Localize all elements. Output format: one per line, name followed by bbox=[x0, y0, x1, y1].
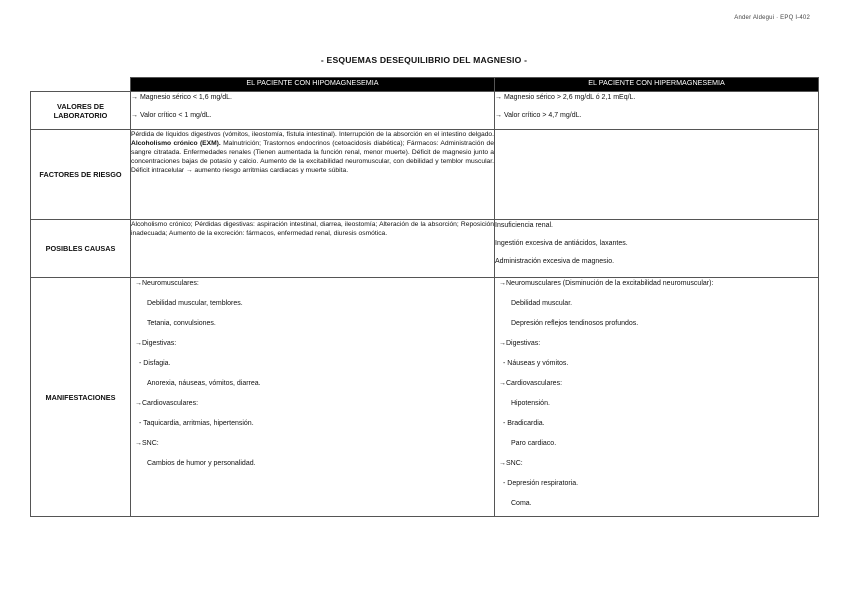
factores-text-a: Pérdida de líquidos digestivos (vómitos, ileostomía, fístula intestinal). Interrupción de la absorción en el intestino delgado. bbox=[131, 131, 494, 138]
list-item: →Digestivas: bbox=[135, 340, 177, 347]
list-item: Depresión reflejos tendinosos profundos. bbox=[511, 320, 639, 327]
list-item: →Cardiovasculares: bbox=[499, 380, 563, 387]
hiper-causas bbox=[495, 220, 819, 278]
hiper-manifestaciones bbox=[495, 278, 819, 517]
factores-text-b: Malnutrición; Trastornos endocrinos (cetoacidosis diabética); Fármacos: Administración de sangre citratada. Enfermedades renales (Tienen aumentada la función renal, menor muerte). Déficit de magnesio junto a concentraciones bajas de potasio y calcio. Aumento de la excitabilidad neuromuscular, con debilidad y temblor muscular. Déficit intracelular → aumento riesgo arritmias cardiacas y muerte súbita. bbox=[131, 140, 494, 175]
list-item: - Taquicardia, arritmias, hipertensión. bbox=[139, 420, 254, 427]
list-item: Anorexia, náuseas, vómitos, diarrea. bbox=[147, 380, 261, 387]
label-factores: FACTORES DE RIESGO bbox=[31, 130, 131, 220]
hiper-factores bbox=[495, 130, 819, 220]
hiper-column-header: EL PACIENTE CON HIPERMAGNESEMIA bbox=[495, 78, 819, 92]
row-valores bbox=[31, 92, 819, 130]
list-item: →Cardiovasculares: bbox=[135, 400, 199, 407]
list-item: Administración excesiva de magnesio. bbox=[495, 258, 615, 265]
list-item: → Magnesio sérico < 1,6 mg/dL. bbox=[131, 94, 232, 101]
label-manifestaciones: MANIFESTACIONES bbox=[31, 278, 131, 517]
hipo-causas: Alcoholismo crónico; Pérdidas digestivas: aspiración intestinal, diarrea, ileostomía; Alteración de la absorción; Reposición inadecuada; Aumento de la excreción: fármacos, enfermedad renal, diuresis osmótica. bbox=[131, 220, 495, 278]
list-item: Ingestión excesiva de antiácidos, laxantes. bbox=[495, 240, 628, 247]
row-manifestaciones bbox=[31, 278, 819, 517]
list-item: - Disfagia. bbox=[139, 360, 171, 367]
factores-text-bold: Alcoholismo crónico (EXM). bbox=[131, 140, 221, 148]
list-item: →SNC: bbox=[499, 460, 523, 467]
list-item: Cambios de humor y personalidad. bbox=[147, 460, 256, 467]
list-item: - Náuseas y vómitos. bbox=[503, 360, 569, 367]
list-item: Debilidad muscular, temblores. bbox=[147, 300, 243, 307]
hipo-column-header: EL PACIENTE CON HIPOMAGNESEMIA bbox=[131, 78, 495, 92]
list-item: →Digestivas: bbox=[499, 340, 541, 347]
label-causas: POSIBLES CAUSAS bbox=[31, 220, 131, 278]
hipo-manifestaciones bbox=[131, 278, 495, 517]
list-item: Insuficiencia renal. bbox=[495, 222, 553, 229]
list-item: → Magnesio sérico > 2,6 mg/dL ó 2,1 mEq/L. bbox=[495, 94, 636, 101]
document-title: - ESQUEMAS DESEQUILIBRIO DEL MAGNESIO - bbox=[320, 55, 528, 65]
list-item: Debilidad muscular. bbox=[511, 300, 573, 307]
hiper-valores bbox=[495, 92, 819, 130]
list-item: Paro cardiaco. bbox=[511, 440, 557, 447]
list-item: - Depresión respiratoria. bbox=[503, 480, 579, 487]
list-item: - Bradicardia. bbox=[503, 420, 545, 427]
page-header: Ander Aldegui · EPQ I-402 bbox=[734, 15, 810, 21]
list-item: →Neuromusculares (Disminución de la excitabilidad neuromuscular): bbox=[499, 280, 714, 287]
list-item: →SNC: bbox=[135, 440, 159, 447]
row-factores bbox=[31, 130, 819, 220]
row-causas bbox=[31, 220, 819, 278]
hipo-valores bbox=[131, 92, 495, 130]
list-item: Hipotensión. bbox=[511, 400, 550, 407]
corner-cell bbox=[31, 78, 131, 92]
hipo-factores bbox=[131, 130, 495, 220]
list-item: → Valor crítico < 1 mg/dL. bbox=[131, 112, 212, 119]
list-item: Coma. bbox=[511, 500, 532, 507]
label-valores: VALORES DE LABORATORIO bbox=[31, 92, 131, 130]
magnesium-table bbox=[30, 77, 819, 517]
list-item: → Valor crítico > 4,7 mg/dL. bbox=[495, 112, 582, 119]
list-item: →Neuromusculares: bbox=[135, 280, 199, 287]
header-row bbox=[31, 78, 819, 92]
list-item: Tetania, convulsiones. bbox=[147, 320, 216, 327]
